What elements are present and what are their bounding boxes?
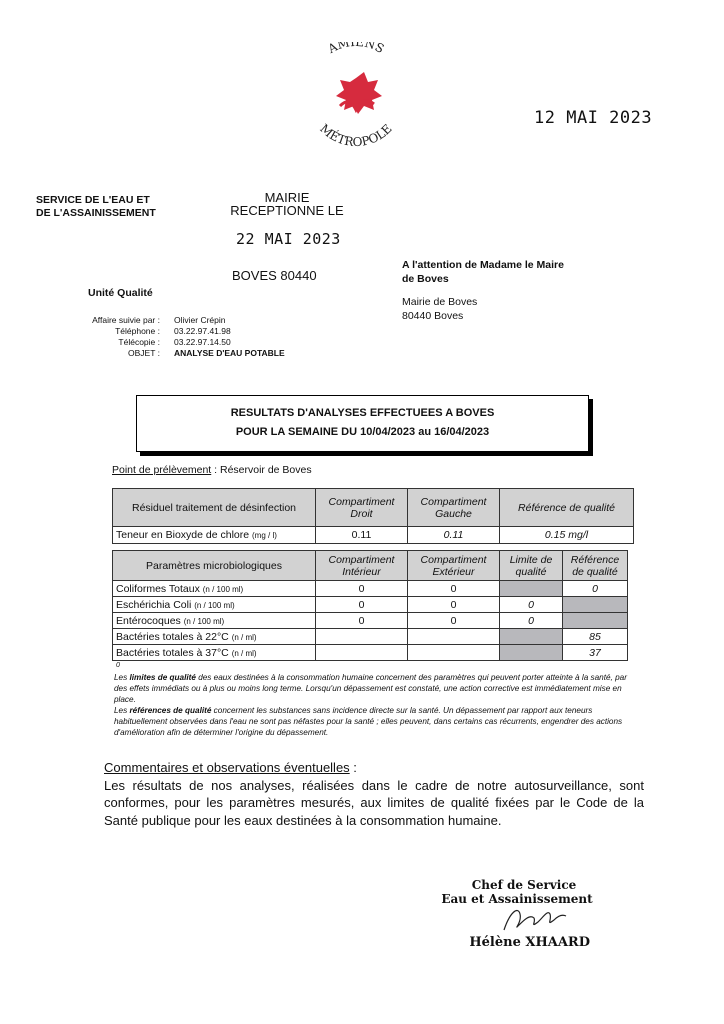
quality-notes <box>114 672 634 738</box>
mairie-stamp-line1: MAIRIE <box>264 190 310 205</box>
svg-text:AMIENS: AMIENS <box>325 42 387 56</box>
table-cell: 0 <box>316 613 408 629</box>
table-cell: 0 <box>563 581 628 597</box>
table-row <box>113 527 634 544</box>
note-text: concernent les substances sans incidence directe sur la santé. Un dépassement par rapport aux teneurs habituellement observées dans l'eau ne sont pas néfastes pour la santé ; elles peuvent, dans certains cas récurrents, engendrer des actions d'amélioration afin de déterminer l'origine du dépassement. <box>114 706 623 737</box>
field-value: Olivier Crépin <box>174 315 226 325</box>
table-cell: 0 <box>500 597 563 613</box>
comments-title <box>104 759 644 777</box>
table-cell <box>563 597 628 613</box>
note-references <box>114 705 634 738</box>
mairie-stamp-date: 22 MAI 2023 <box>236 230 341 248</box>
sender-line1: SERVICE DE L'EAU ET <box>36 194 150 206</box>
svg-text:MÉTROPOLE: MÉTROPOLE <box>317 121 395 150</box>
table-cell: 0 <box>500 613 563 629</box>
table-header-row <box>113 489 634 527</box>
table-cell: 0 <box>408 581 500 597</box>
param-name: Eschérichia Coli <box>116 598 192 611</box>
sender-line2: DE L'ASSAINISSEMENT <box>36 207 156 219</box>
field-row <box>62 337 285 348</box>
disinfection-table <box>112 488 634 544</box>
comments-body: Les résultats de nos analyses, réalisées dans le cadre de notre autosurveillance, sont conformes, pour les paramètres mesurés, aux limites de qualité fixées par le Code de la Santé publique pour les eaux destinées à la consommation humaine. <box>104 777 644 828</box>
param-name: Bactéries totales à 37°C <box>116 646 229 659</box>
table-header-row <box>113 551 628 581</box>
note-term: références de qualité <box>129 706 212 715</box>
note-limits <box>114 672 634 705</box>
table-cell <box>316 645 408 661</box>
param-name: Entérocoques <box>116 614 181 627</box>
note-text: des eaux destinées à la consommation humaine concernent des paramètres qui peuvent porter atteinte à la santé, par des effets immédiats ou à plus ou moins long terme. Lorsqu'un dépassement est constaté, une action corrective est immédiatement mise en place. <box>114 673 627 704</box>
reference-fields <box>62 315 285 359</box>
table-footnote: 0 <box>116 662 120 669</box>
table-cell-label <box>113 645 316 661</box>
recipient-city: 80440 Boves <box>402 310 464 322</box>
sampling-value: : Réservoir de Boves <box>211 464 312 476</box>
table-cell <box>500 645 563 661</box>
field-label: OBJET : <box>128 348 160 358</box>
table-cell-label <box>113 581 316 597</box>
table-cell-label <box>113 597 316 613</box>
table-row <box>113 597 628 613</box>
recipient-name: Mairie de Boves <box>402 296 478 308</box>
mairie-stamp-line2: RECEPTIONNE LE <box>230 203 344 218</box>
table-cell <box>500 629 563 645</box>
table-cell-label <box>113 629 316 645</box>
unit-label: Unité Qualité <box>88 287 153 299</box>
signatory-name: Hélène XHAARD <box>469 935 590 950</box>
sampling-point <box>112 464 312 476</box>
signature-role2: Eau et Assainissement <box>441 892 593 906</box>
table-cell <box>316 629 408 645</box>
table-header: Référence de qualité <box>500 489 634 527</box>
table-header: Compartiment Extérieur <box>408 551 500 581</box>
field-value: 03.22.97.14.50 <box>174 337 231 347</box>
param-unit: (n / 100 ml) <box>183 616 225 626</box>
field-label: Affaire suivie par : <box>92 315 160 325</box>
table-header: Résiduel traitement de désinfection <box>113 489 316 527</box>
note-text: Les <box>114 706 130 715</box>
sender-block <box>36 194 156 220</box>
field-row <box>62 348 285 359</box>
table-cell <box>500 581 563 597</box>
received-date-stamp: 12 MAI 2023 <box>534 108 653 128</box>
field-row <box>62 315 285 326</box>
table-cell: 0.15 mg/l <box>500 527 634 544</box>
table-cell-label <box>113 613 316 629</box>
table-header: Compartiment Gauche <box>408 489 500 527</box>
table-cell: 0 <box>408 613 500 629</box>
sampling-label: Point de prélèvement <box>112 464 212 476</box>
results-title-box <box>136 395 589 452</box>
recipient-attention-2: de Boves <box>402 273 449 285</box>
param-unit: (n / 100 ml) <box>202 584 244 594</box>
recipient-attention: A l'attention de Madame le Maire <box>402 259 564 271</box>
field-value: ANALYSE D'EAU POTABLE <box>174 348 285 358</box>
field-value: 03.22.97.41.98 <box>174 326 231 336</box>
table-row <box>113 629 628 645</box>
table-cell: 0 <box>408 597 500 613</box>
param-unit: (n / ml) <box>231 632 257 642</box>
signature-role1: Chef de Service <box>471 878 577 892</box>
param-unit: (mg / l) <box>252 531 277 540</box>
table-cell: 0.11 <box>316 527 408 544</box>
microbiology-table <box>112 550 628 661</box>
note-text: Les <box>114 673 130 682</box>
comments-title-suffix: : <box>349 760 357 775</box>
table-cell: 85 <box>563 629 628 645</box>
param-name: Coliformes Totaux <box>116 582 200 595</box>
param-name: Teneur en Bioxyde de chlore <box>116 529 250 541</box>
recipient-block <box>402 258 564 323</box>
param-name: Bactéries totales à 22°C <box>116 630 229 643</box>
param-unit: (n / ml) <box>231 648 257 658</box>
table-cell: 0.11 <box>408 527 500 544</box>
field-label: Télécopie : <box>118 337 160 347</box>
table-header: Paramètres microbiologiques <box>113 551 316 581</box>
results-title-line2: POUR LA SEMAINE DU 10/04/2023 au 16/04/2023 <box>235 426 490 438</box>
mairie-stamp <box>222 191 352 217</box>
mairie-stamp-place: BOVES 80440 <box>232 268 317 283</box>
table-cell <box>408 629 500 645</box>
table-row <box>113 581 628 597</box>
results-title-line1: RESULTATS D'ANALYSES EFFECTUEES A BOVES <box>230 407 495 419</box>
comments-title-text: Commentaires et observations éventuelles <box>104 760 350 775</box>
table-header: Référence de qualité <box>563 551 628 581</box>
table-cell <box>408 645 500 661</box>
table-cell-label <box>113 527 316 544</box>
amiens-metropole-logo <box>296 42 416 154</box>
table-header: Compartiment Droit <box>316 489 408 527</box>
comments-section <box>104 759 644 829</box>
table-cell <box>563 613 628 629</box>
table-cell: 37 <box>563 645 628 661</box>
table-header: Compartiment Intérieur <box>316 551 408 581</box>
table-cell: 0 <box>316 597 408 613</box>
table-row <box>113 613 628 629</box>
table-row <box>113 645 628 661</box>
field-row <box>62 326 285 337</box>
field-label: Téléphone : <box>115 326 160 336</box>
param-unit: (n / 100 ml) <box>194 600 235 610</box>
note-term: limites de qualité <box>129 673 196 682</box>
table-header: Limite de qualité <box>500 551 563 581</box>
table-cell: 0 <box>316 581 408 597</box>
